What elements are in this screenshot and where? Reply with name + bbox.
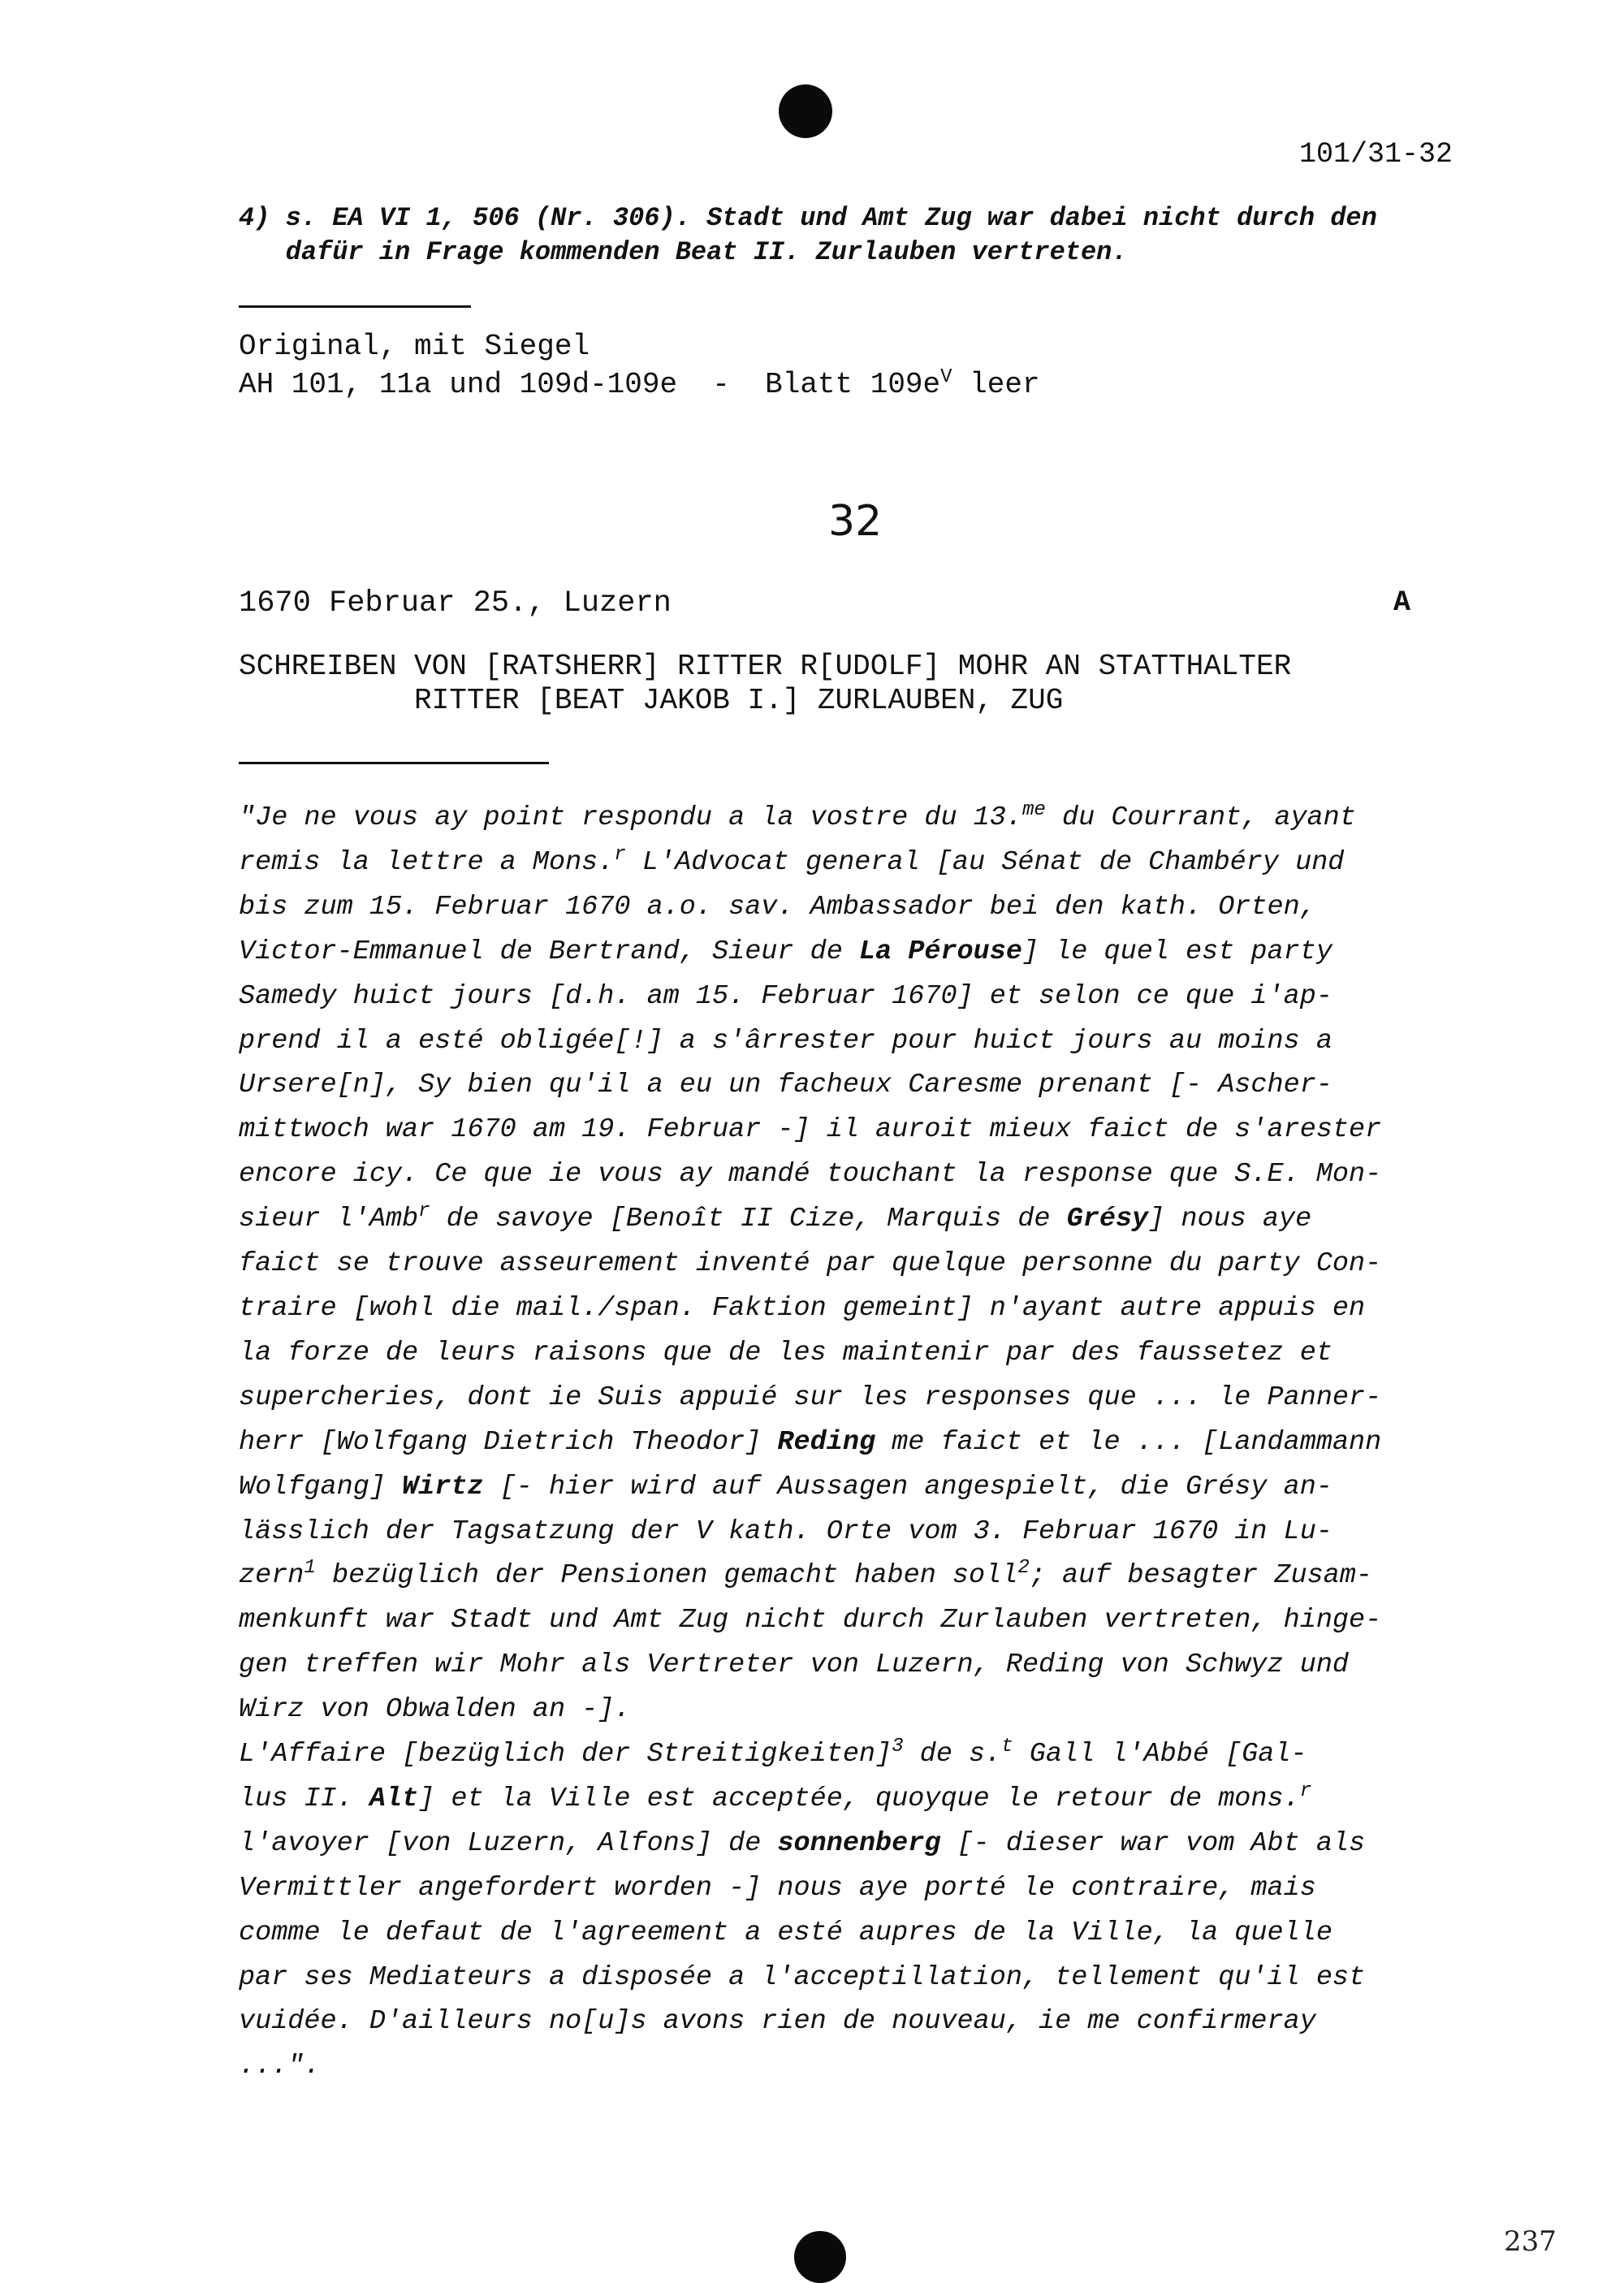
- divider-rule-top: [239, 305, 471, 308]
- body-segment: ; auf besagter Zusam- menkunft war Stadt und Amt Zug nicht durch Zurlauben vertreten, hinge- gen treffen wir Mohr als Vertreter von Luzern, Reding von Schwyz und Wirz von Obwalden an -]. L'Affaire [bezüglich der Streitigkeiten]: [239, 1560, 1382, 1771]
- body-segment: ] nous aye faict se trouve asseurement inventé par quelque personne du party Con- traire [wohl die mail./span. Faktion gemeint] n'ayant autre appuis en la forze de leurs raisons que de les maintenir par des faussetez et supercheries, dont ie Suis appuié sur les responses que ... le Panner- herr [Wolfgang Dietrich Theodor]: [239, 1204, 1382, 1458]
- name-gresy: Grésy: [1066, 1204, 1149, 1235]
- document-heading: SCHREIBEN VON [RATSHERR] RITTER R[UDOLF] MOHR AN STATTHALTER RITTER [BEAT JAKOB I.] ZURLAUBEN, ZUG: [239, 650, 1292, 717]
- source-line-2-text: AH 101, 11a und 109d-109e - Blatt 109e: [239, 368, 941, 401]
- body-segment: l'avoyer [von Luzern, Alfons] de: [239, 1827, 762, 1859]
- footnote-ref-2: 2: [1017, 1557, 1030, 1580]
- superscript-me: me: [1021, 798, 1046, 821]
- body-segment: de savoye [Benoît II Cize, Marquis de: [430, 1204, 1067, 1235]
- body-segment: [- dieser war vom Abt als Vermittler angefordert worden -] nous aye porté le contraire, mais comme le defaut de l'agreement a esté aupres de la Ville, la quelle par ses Mediateurs a disposée a l'acceptillation, tellement qu'il est vuidée. D'ailleurs no[u]s avons rien de nouveau, ie me confirmeray ...".: [239, 1827, 1366, 2082]
- body-segment: Gall l'Abbé [Gal- lus II.: [239, 1739, 1307, 1814]
- body-segment: de s.: [903, 1739, 1002, 1771]
- source-note: [239, 331, 1040, 400]
- date-place: 1670 Februar 25., Luzern: [239, 586, 672, 620]
- source-line-2: [239, 368, 1040, 401]
- name-reding: Reding: [777, 1426, 876, 1458]
- handwritten-page-number: 237: [1504, 2225, 1557, 2258]
- name-alt: Alt: [369, 1783, 419, 1814]
- body-segment: ] et la Ville est acceptée, quoyque le retour de mons.: [418, 1783, 1300, 1814]
- punch-hole-top: [779, 84, 832, 138]
- page-reference: 101/31-32: [1299, 138, 1453, 171]
- superscript-r: r: [418, 1200, 430, 1222]
- source-line-1: Original, mit Siegel: [239, 330, 590, 363]
- superscript-r: r: [614, 843, 626, 866]
- superscript-t: t: [1001, 1735, 1013, 1758]
- divider-rule-middle: [239, 762, 549, 764]
- body-segment: du Courrant, ayant remis la lettre a Mons.: [239, 802, 1356, 878]
- superscript-r: r: [1299, 1779, 1312, 1802]
- body-segment: L'Advocat general [au Sénat de Chambéry und bis zum 15. Februar 1670 a.o. sav. Ambassador bei den kath. Orten, Victor-Emmanuel de Bertrand, Sieur de: [239, 846, 1345, 967]
- body-segment: me faict et le ... [Landammann Wolfgang]: [239, 1426, 1382, 1503]
- body-segment: [- hier wird auf Aussagen angespielt, die Grésy an- lässlich der Tagsatzung der V kath. Orte vom 3. Februar 1670 in Lu- zern: [239, 1471, 1332, 1592]
- source-superscript: V: [940, 366, 952, 388]
- footnote-ref-1: 1: [304, 1557, 316, 1580]
- body-segment: "Je ne vous ay point respondu a la vostre du 13.: [239, 802, 1022, 833]
- name-sonnenberg: sonnenberg: [777, 1827, 941, 1859]
- footnote: 4) s. EA VI 1, 506 (Nr. 306). Stadt und Amt Zug war dabei nicht durch den dafür in Frage kommenden Beat II. Zurlauben vertreten.: [239, 203, 1377, 267]
- name-wirtz: Wirtz: [402, 1471, 484, 1503]
- body-segment: ] le quel est party Samedy huict jours [d.h. am 15. Februar 1670] et selon ce que i'ap- prend il a esté obligée[!] a s'ârrester pour huict jours au moins a Ursere[n], Sy bien qu'il a eu un facheux Caresme prenant [- Ascher- mittwoch war 1670 am 19. Februar -] il auroit mieux faict de s'arester encore icy. Ce que ie vous ay mandé touchant la response que S.E. Mon- sieur l'Amb: [239, 936, 1382, 1235]
- footnote-ref-3: 3: [892, 1735, 904, 1758]
- source-line-2-end: leer: [952, 368, 1040, 401]
- body-segment: bezüglich der Pensionen gemacht haben soll: [315, 1560, 1018, 1592]
- punch-hole-bottom: [794, 2231, 846, 2283]
- letter-body: [239, 796, 1381, 2089]
- letter-mark: A: [1393, 586, 1411, 619]
- document-number: 32: [828, 497, 883, 546]
- name-la-perouse: La Pérouse: [858, 936, 1022, 967]
